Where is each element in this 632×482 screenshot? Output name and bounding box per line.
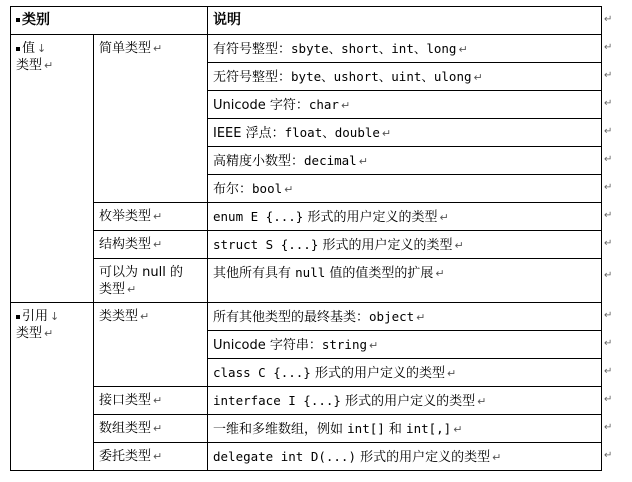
desc-text: 值的值类型的扩展 (325, 266, 434, 281)
desc-text: 形式的用户定义的类型 (340, 393, 476, 409)
paragraph-mark: ↵ (473, 70, 483, 84)
table-row (11, 231, 602, 259)
line-break-mark: ↓ (50, 310, 60, 323)
paragraph-mark: ↵ (153, 450, 163, 463)
sub-struct: 结构类型 (99, 237, 152, 252)
row-end-mark: ↵ (604, 70, 613, 81)
paragraph-mark: ↵ (358, 154, 368, 168)
desc-code: struct S {...} (213, 236, 319, 252)
desc-label: 有符号整型： (213, 41, 292, 57)
sub-class: 类类型 (99, 309, 139, 324)
header-description-cell (208, 7, 602, 35)
desc-label: 无符号整型： (213, 69, 292, 85)
sub-nullable-cell (94, 259, 208, 303)
sub-nullable: 可以为 null 的 (99, 264, 183, 280)
bullet-icon (16, 47, 20, 51)
group-reference-label: 引用 (22, 309, 49, 324)
sub-enum-cell (94, 203, 208, 231)
row-end-mark: ↵ (604, 450, 613, 461)
sub-interface-cell (94, 387, 208, 415)
paragraph-mark: ↵ (140, 310, 150, 323)
paragraph-mark: ↵ (153, 238, 163, 251)
desc-code: sbyte、short、int、long (291, 40, 457, 56)
row-end-mark: ↵ (604, 182, 613, 193)
paragraph-mark: ↵ (340, 98, 351, 112)
row-end-mark: ↵ (604, 14, 613, 25)
desc-code: null (295, 265, 326, 280)
paragraph-mark: ↵ (284, 182, 294, 196)
desc-text: 其他所有具有 (213, 266, 296, 281)
group-value-label: 值 (22, 41, 36, 56)
desc-text: 和 (384, 421, 407, 437)
line-break-mark: ↓ (37, 42, 47, 55)
desc-code: enum E {...} (213, 208, 304, 224)
paragraph-mark: ↵ (153, 42, 163, 55)
sub-simple-cell (94, 35, 208, 203)
header-description: 说明 (213, 12, 241, 28)
row-end-mark: ↵ (604, 366, 613, 377)
sub-array: 数组类型 (99, 421, 152, 436)
table-row (11, 443, 602, 471)
desc-text: 形式的用户定义的类型 (318, 237, 453, 253)
desc-code: byte、ushort、uint、ulong (291, 68, 472, 84)
group-reference-cell (11, 303, 94, 471)
group-value-cell (11, 35, 94, 303)
paragraph-mark: ↵ (439, 210, 449, 224)
desc-label: 所有其他类型的最终基类： (213, 309, 370, 325)
paragraph-mark: ↵ (153, 394, 163, 407)
desc-array (208, 415, 602, 443)
desc-code: decimal (304, 152, 357, 168)
desc-label: Unicode 字符： (213, 97, 309, 113)
sub-enum: 枚举类型 (99, 209, 152, 224)
desc-code: object (369, 308, 415, 324)
paragraph-mark: ↵ (381, 126, 392, 140)
row-end-mark: ↵ (604, 310, 613, 321)
sub-array-cell (94, 415, 208, 443)
table-row (11, 35, 602, 63)
paragraph-mark: ↵ (153, 210, 163, 223)
desc-label: 高精度小数型： (213, 153, 305, 169)
desc-text: 形式的用户定义的类型 (303, 209, 438, 225)
desc-code: bool (252, 180, 283, 196)
type-table (10, 6, 602, 471)
paragraph-mark: ↵ (369, 338, 379, 352)
desc-code: char (308, 96, 339, 112)
desc-label: Unicode 字符串： (213, 337, 322, 353)
desc-code: string (321, 336, 368, 352)
desc-delegate (208, 443, 602, 471)
desc-object (208, 303, 602, 331)
desc-code: delegate int D(...) (213, 448, 356, 464)
paragraph-mark: ↵ (446, 366, 457, 380)
sub-simple: 简单类型 (99, 41, 152, 56)
desc-unsigned (208, 63, 602, 91)
row-end-mark: ↵ (604, 42, 613, 53)
paragraph-mark: ↵ (416, 310, 426, 324)
desc-interface (208, 387, 602, 415)
desc-code: int[,] (406, 420, 452, 436)
desc-decimal (208, 147, 602, 175)
sub-struct-cell (94, 231, 208, 259)
paragraph-mark: ↵ (153, 422, 163, 435)
desc-text: 一维和多维数组，例如 (213, 421, 348, 437)
desc-code: interface I {...} (213, 392, 341, 408)
row-end-mark: ↵ (604, 422, 613, 433)
row-end-mark: ↵ (604, 238, 613, 249)
bullet-icon (16, 315, 20, 319)
group-value-label2: 类型 (16, 58, 43, 73)
table-row (11, 259, 602, 303)
paragraph-mark: ↵ (44, 327, 54, 340)
desc-code: class C {...} (213, 364, 311, 380)
desc-enum (208, 203, 602, 231)
header-row (11, 7, 602, 35)
sub-class-cell (94, 303, 208, 387)
paragraph-mark: ↵ (44, 59, 54, 72)
header-category: 类别 (22, 12, 50, 28)
paragraph-mark: ↵ (435, 267, 445, 280)
paragraph-mark: ↵ (477, 394, 487, 408)
desc-unicode-string (208, 331, 602, 359)
desc-code: float、double (284, 124, 380, 140)
bullet-icon (16, 18, 20, 22)
row-end-mark: ↵ (604, 394, 613, 405)
desc-class (208, 359, 602, 387)
row-end-mark: ↵ (604, 98, 613, 109)
desc-label: 布尔： (213, 181, 253, 197)
paragraph-mark: ↵ (453, 422, 463, 436)
desc-signed (208, 35, 602, 63)
row-end-mark: ↵ (604, 338, 613, 349)
desc-label: IEEE 浮点： (213, 125, 285, 141)
table-row (11, 387, 602, 415)
paragraph-mark: ↵ (458, 42, 468, 56)
row-end-mark: ↵ (604, 126, 613, 137)
desc-nullable (208, 259, 602, 303)
desc-ieee (208, 119, 602, 147)
sub-interface: 接口类型 (99, 393, 152, 408)
header-category-cell (11, 7, 208, 35)
table-row (11, 415, 602, 443)
row-end-mark: ↵ (604, 210, 613, 221)
paragraph-mark: ↵ (454, 238, 464, 252)
sub-nullable2: 类型 (99, 281, 126, 297)
row-end-mark: ↵ (604, 154, 613, 165)
paragraph-mark: ↵ (127, 282, 137, 296)
paragraph-mark: ↵ (492, 450, 502, 464)
desc-text: 形式的用户定义的类型 (310, 365, 445, 381)
desc-code: int[] (347, 420, 385, 436)
sub-delegate: 委托类型 (99, 449, 152, 464)
desc-text: 形式的用户定义的类型 (356, 449, 491, 465)
table-row (11, 203, 602, 231)
desc-struct (208, 231, 602, 259)
table-row (11, 303, 602, 331)
group-reference-label2: 类型 (16, 326, 43, 341)
desc-bool (208, 175, 602, 203)
desc-unicode-char (208, 91, 602, 119)
row-end-mark: ↵ (604, 270, 613, 281)
sub-delegate-cell (94, 443, 208, 471)
